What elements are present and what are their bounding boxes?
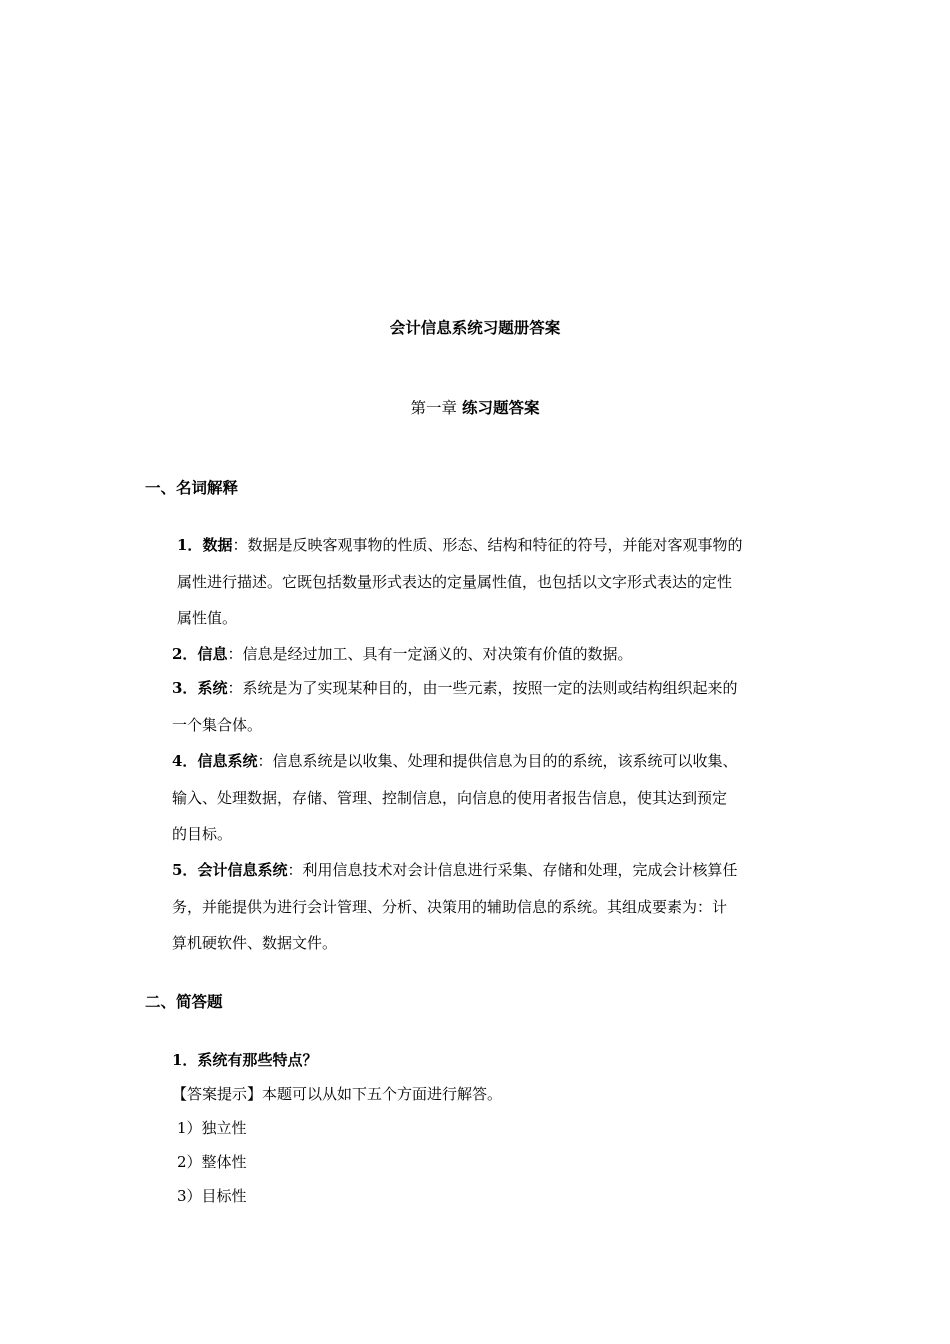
term-separator: ： bbox=[257, 752, 273, 770]
term-item-1-line-2: 属性进行描述。它既包括数量形式表达的定量属性值，也包括以文字形式表达的定性 bbox=[177, 573, 733, 591]
chapter-prefix: 第一章 bbox=[410, 399, 458, 417]
term-item-5-line-3: 算机硬软件、数据文件。 bbox=[172, 934, 338, 952]
term-text: 系统是为了实现某种目的，由一些元素，按照一定的法则或结构组织起来的 bbox=[242, 679, 738, 697]
question-1: 1．系统有那些特点？ bbox=[172, 1051, 318, 1069]
term-item-4-line-1 bbox=[172, 751, 737, 771]
term-number: 4． bbox=[172, 752, 198, 770]
section-heading-terms: 一、名词解释 bbox=[145, 478, 239, 497]
term-separator: ： bbox=[232, 536, 248, 554]
answer-item-3: 3）目标性 bbox=[177, 1187, 247, 1205]
term-number: 2． bbox=[172, 645, 198, 663]
term-item-4-line-2: 输入、处理数据，存储、管理、控制信息，向信息的使用者报告信息，使其达到预定 bbox=[172, 789, 728, 807]
term-label: 信息系统 bbox=[197, 752, 258, 770]
term-item-1-line-3: 属性值。 bbox=[177, 609, 238, 627]
term-text: 利用信息技术对会计信息进行采集、存储和处理，完成会计核算任 bbox=[302, 861, 738, 879]
term-label: 信息 bbox=[197, 645, 228, 663]
document-title: 会计信息系统习题册答案 bbox=[389, 318, 561, 337]
term-item-4-line-3: 的目标。 bbox=[172, 825, 233, 843]
term-number: 1． bbox=[177, 536, 203, 554]
term-separator: ： bbox=[287, 861, 303, 879]
term-number: 3． bbox=[172, 679, 198, 697]
answer-item-2: 2）整体性 bbox=[177, 1153, 247, 1171]
term-text: 信息是经过加工、具有一定涵义的、对决策有价值的数据。 bbox=[242, 645, 633, 663]
term-item-5-line-1 bbox=[172, 860, 737, 880]
answer-hint: 【答案提示】本题可以从如下五个方面进行解答。 bbox=[172, 1085, 503, 1103]
term-item-3-line-2: 一个集合体。 bbox=[172, 716, 263, 734]
term-label: 系统 bbox=[197, 679, 228, 697]
term-separator: ： bbox=[227, 679, 243, 697]
term-text: 数据是反映客观事物的性质、形态、结构和特征的符号，并能对客观事物的 bbox=[247, 536, 743, 554]
term-item-5-line-2: 务，并能提供为进行会计管理、分析、决策用的辅助信息的系统。其组成要素为：计 bbox=[172, 898, 728, 916]
chapter-heading bbox=[0, 396, 950, 418]
answer-item-1: 1）独立性 bbox=[177, 1119, 247, 1137]
term-text: 信息系统是以收集、处理和提供信息为目的的系统，该系统可以收集、 bbox=[272, 752, 738, 770]
term-separator: ： bbox=[227, 645, 243, 663]
term-item-2-line-1 bbox=[172, 644, 632, 664]
chapter-title: 练习题答案 bbox=[461, 398, 540, 417]
term-item-3-line-1 bbox=[172, 678, 737, 698]
term-item-1-line-1 bbox=[177, 535, 742, 555]
term-label: 会计信息系统 bbox=[197, 861, 288, 879]
term-label: 数据 bbox=[202, 536, 233, 554]
section-heading-short-answer: 二、简答题 bbox=[145, 992, 223, 1011]
term-number: 5． bbox=[172, 861, 198, 879]
